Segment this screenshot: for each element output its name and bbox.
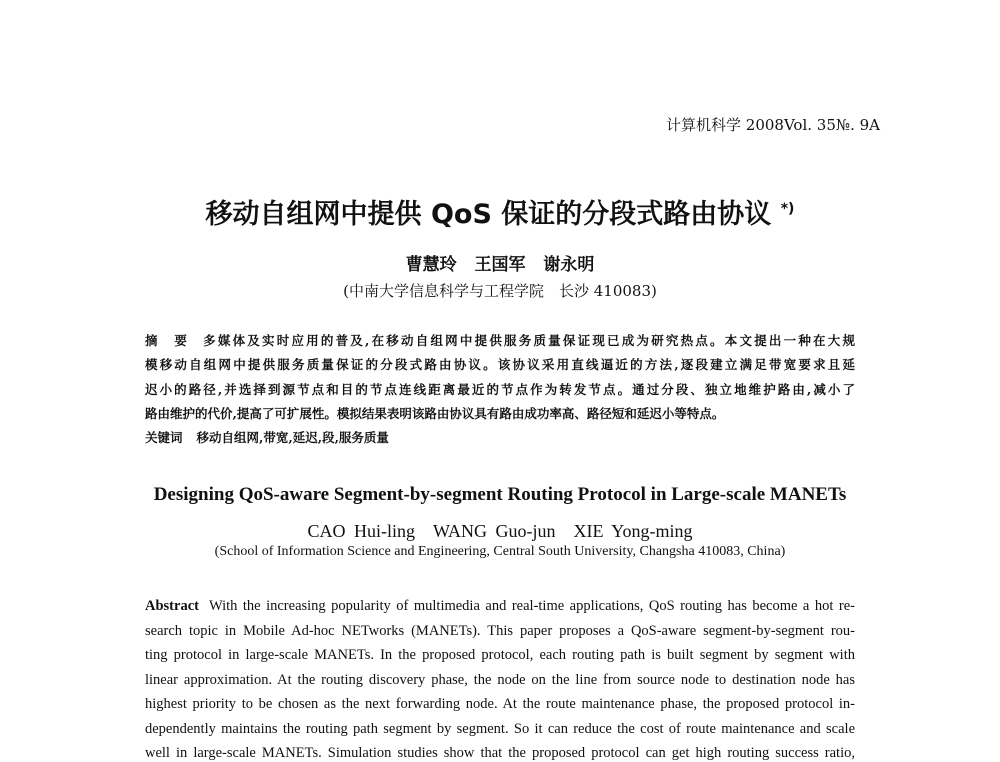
en-abstract-line: highest priority to be chosen as the next forwarding node. At the route maintenance phase, the proposed protocol in- bbox=[145, 696, 855, 712]
en-abstract-label: Abstract bbox=[145, 598, 199, 614]
authors: 曹慧玲 王国军 谢永明 bbox=[405, 255, 595, 275]
cn-abstract-line: 迟小的路径,并选择到源节点和目的节点连线距离最近的节点作为转发节点。通过分段、独立地维护路由,减小了 bbox=[145, 382, 855, 397]
paper-title: 移动自组网中提供 QoS 保证的分段式路由协议 *) bbox=[205, 199, 795, 230]
journal-header: 计算机科学 2008Vol. 35№. 9A bbox=[666, 116, 880, 134]
cn-keywords: 关键词 移动自组网,带宽,延迟,段,服务质量 bbox=[145, 430, 389, 445]
en-abstract-line: Abstract With the increasing popularity of multimedia and real-time applications, QoS routing has become a hot re- bbox=[145, 598, 855, 614]
cn-abstract-label: 摘 要 bbox=[145, 333, 190, 348]
affiliation: (中南大学信息科学与工程学院 长沙 410083) bbox=[343, 282, 657, 300]
en-title: Designing QoS-aware Segment-by-segment Routing Protocol in Large-scale MANETs bbox=[153, 484, 847, 505]
en-abstract-line: search topic in Mobile Ad-hoc NETworks (MANETs). This paper proposes a QoS-aware segment-by-segment rou- bbox=[145, 623, 855, 639]
footnote-mark: *) bbox=[780, 201, 795, 217]
cn-abstract-line: 摘 要 多媒体及实时应用的普及,在移动自组网中提供服务质量保证现已成为研究热点。本文提出一种在大规 bbox=[145, 333, 855, 348]
en-abstract-line: well in large-scale MANETs. Simulation studies show that the proposed protocol can get high routing success ratio, bbox=[145, 745, 855, 761]
en-affiliation: (School of Information Science and Engineering, Central South University, Changsha 410083, China) bbox=[214, 544, 786, 559]
en-abstract-line: linear approximation. At the routing discovery phase, the node on the line from source node to destination node has bbox=[145, 672, 855, 688]
cn-abstract-line: 路由维护的代价,提高了可扩展性。模拟结果表明该路由协议具有路由成功率高、路径短和延迟小等特点。 bbox=[145, 406, 725, 421]
cn-abstract-line: 模移动自组网中提供服务质量保证的分段式路由协议。该协议采用直线逼近的方法,逐段建立满足带宽要求且延 bbox=[145, 357, 855, 372]
en-authors: CAO Hui-ling WANG Guo-jun XIE Yong-ming bbox=[307, 521, 693, 541]
en-abstract-line: ting protocol in large-scale MANETs. In the proposed protocol, each routing path is built segment by segment with bbox=[145, 647, 855, 663]
en-abstract-line: dependently maintains the routing path segment by segment. So it can reduce the cost of route maintenance and scale bbox=[145, 721, 855, 737]
cn-keywords-label: 关键词 bbox=[145, 430, 183, 445]
